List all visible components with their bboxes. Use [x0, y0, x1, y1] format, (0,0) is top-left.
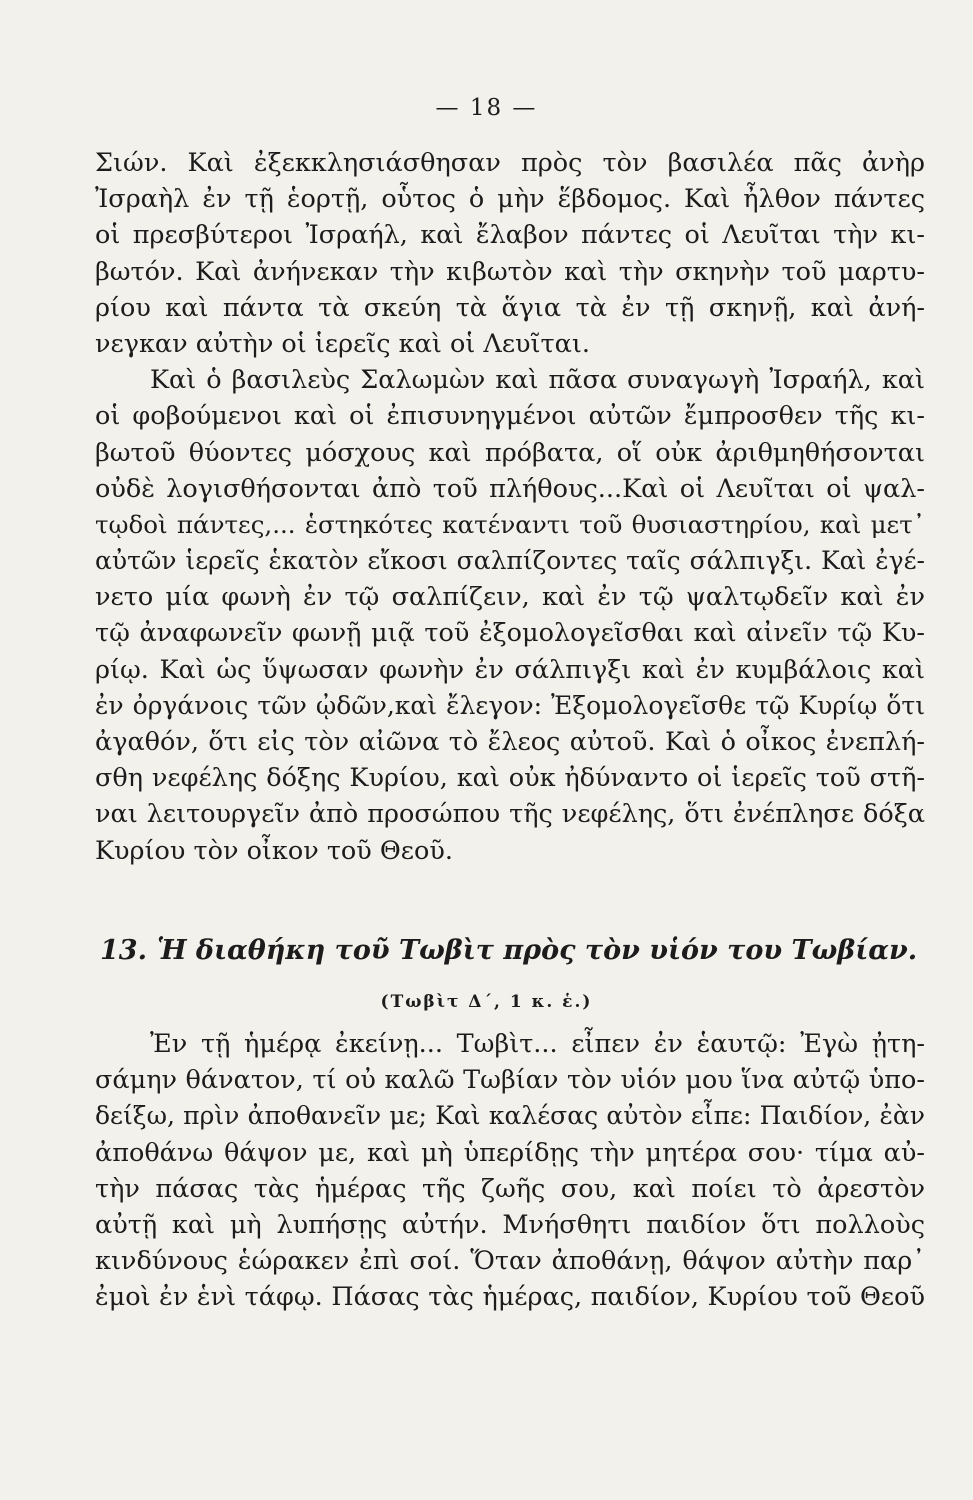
text-line: βωτοῦ θύοντες μόσχους καὶ πρόβατα, οἵ οὐκ ἀριθμηθήσονται	[95, 437, 925, 468]
text-line: ἐν ὀργάνοις τῶν ᾠδῶν,καὶ ἔλεγον: Ἐξομολογεῖσθε τῷ Κυρίῳ ὅτι	[95, 690, 925, 720]
text-line: οὐδὲ λογισθήσονται ἀπὸ τοῦ πλήθους...Καὶ οἱ Λευῖται οἱ ψαλ-	[95, 473, 925, 504]
text-line: ἀγαθόν, ὅτι εἰς τὸν αἰῶνα τὸ ἔλεος αὐτοῦ. Καὶ ὁ οἶκος ἐνεπλή-	[95, 727, 925, 757]
text-line: αὐτῇ καὶ μὴ λυπήσῃς αὐτήν. Μνήσθητι παιδίον ὅτι πολλοὺς	[95, 1209, 925, 1240]
text-line: δείξω, πρὶν ἀποθανεῖν με; Καὶ καλέσας αὐτὸν εἶπε: Παιδίον, ἐὰν	[95, 1101, 925, 1131]
body-text-lower	[95, 1026, 925, 1316]
text-line: αὐτῶν ἱερεῖς ἑκατὸν εἴκοσι σαλπίζοντες ταῖς σάλπιγξι. Καὶ ἐγέ-	[95, 546, 925, 576]
text-line: Καὶ ὁ βασιλεὺς Σαλωμὼν καὶ πᾶσα συναγωγὴ Ἰσραήλ, καὶ	[150, 365, 925, 396]
section-reference: (Τωβὶτ Δ΄, 1 κ. ἑ.)	[380, 992, 593, 1012]
section-number: 13.	[100, 935, 147, 966]
text-line: ναι λειτουργεῖν ἀπὸ προσώπου τῆς νεφέλης, ὅτι ἐνέπλησε δόξα	[95, 799, 925, 830]
text-line: Κυρίου τὸν οἶκον τοῦ Θεοῦ.	[95, 835, 453, 866]
body-text-upper	[95, 145, 925, 869]
text-line: βωτόν. Καὶ ἀνήνεκαν τὴν κιβωτὸν καὶ τὴν σκηνὴν τοῦ μαρτυ-	[95, 256, 925, 287]
text-line: Σιών. Καὶ ἐξεκκλησιάσθησαν πρὸς τὸν βασιλέα πᾶς ἀνὴρ	[95, 148, 925, 178]
text-line: ἐμοὶ ἐν ἑνὶ τάφῳ. Πάσας τὰς ἡμέρας, παιδίον, Κυρίου τοῦ Θεοῦ	[95, 1282, 925, 1313]
section-title: Ἡ διαθήκη τοῦ Τωβὶτ πρὸς τὸν υἱόν του Τωβίαν.	[156, 935, 918, 966]
text-line: τῷ ἀναφωνεῖν φωνῇ μιᾷ τοῦ ἐξομολογεῖσθαι καὶ αἰνεῖν τῷ Κυ-	[95, 618, 925, 649]
text-line: ρίῳ. Καὶ ὡς ὕψωσαν φωνὴν ἐν σάλπιγξι καὶ ἐν κυμβάλοις καὶ	[95, 654, 925, 685]
text-line: νεγκαν αὐτὴν οἱ ἱερεῖς καὶ οἱ Λευῖται.	[95, 328, 590, 359]
text-line: οἱ πρεσβύτεροι Ἰσραήλ, καὶ ἔλαβον πάντες οἱ Λευῖται τὴν κι-	[95, 220, 925, 251]
text-line: κινδύνους ἑώρακεν ἐπὶ σοί. Ὅταν ἀποθάνῃ, θάψον αὐτὴν παρ᾽	[95, 1246, 925, 1277]
text-line: νετο μία φωνὴ ἐν τῷ σαλπίζειν, καὶ ἐν τῷ ψαλτῳδεῖν καὶ ἐν	[95, 582, 925, 613]
text-line: οἱ φοβούμενοι καὶ οἱ ἐπισυνηγμένοι αὐτῶν ἔμπροσθεν τῆς κι-	[95, 401, 925, 432]
text-line: τῳδοὶ πάντες,... ἑστηκότες κατέναντι τοῦ θυσιαστηρίου, καὶ μετ᾽	[95, 509, 925, 539]
section-heading	[100, 935, 930, 966]
text-line: Ἐν τῇ ἡμέρᾳ ἐκείνῃ... Τωβὶτ... εἶπεν ἐν ἑαυτῷ: Ἐγὼ ᾐτη-	[150, 1029, 925, 1059]
text-line: ἀποθάνω θάψον με, καὶ μὴ ὑπερίδῃς τὴν μητέρα σου· τίμα αὐ-	[95, 1137, 925, 1168]
text-line: σάμην θάνατον, τί οὐ καλῶ Τωβίαν τὸν υἱόν μου ἵνα αὐτῷ ὑπο-	[95, 1065, 925, 1096]
page-number: — 18 —	[435, 95, 538, 121]
text-line: τὴν πάσας τὰς ἡμέρας τῆς ζωῆς σου, καὶ ποίει τὸ ἀρεστὸν	[95, 1173, 925, 1204]
text-line: σθη νεφέλης δόξης Κυρίου, καὶ οὐκ ἠδύναντο οἱ ἱερεῖς τοῦ στῆ-	[95, 763, 925, 794]
text-line: Ἰσραὴλ ἐν τῇ ἑορτῇ, οὗτος ὁ μὴν ἕβδομος. Καὶ ἦλθον πάντες	[95, 184, 925, 215]
text-line: ρίου καὶ πάντα τὰ σκεύη τὰ ἅγια τὰ ἐν τῇ σκηνῇ, καὶ ἀνή-	[95, 292, 925, 323]
